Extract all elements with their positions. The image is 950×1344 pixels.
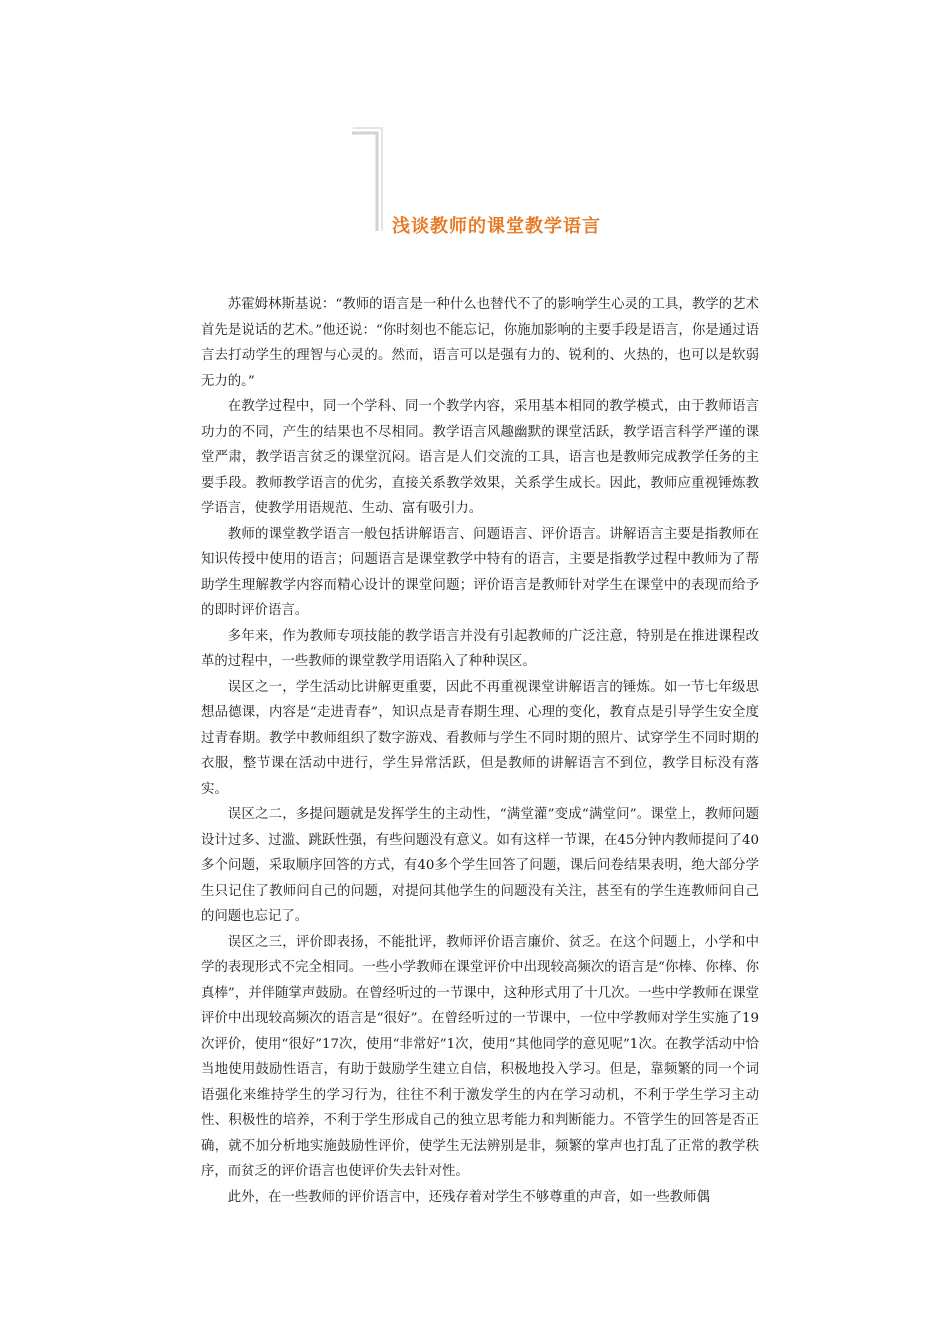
- paragraph: 教师的课堂教学语言一般包括讲解语言、问题语言、评价语言。讲解语言主要是指教师在知识传授中使用的语言；问题语言是课堂教学中特有的语言，主要是指教学过程中教师为了帮助学生理解教学内容而精心设计的课堂问题；评价语言是教师针对学生在课堂中的表现而给予的即时评价语言。: [201, 526, 759, 618]
- article-body: [201, 292, 759, 1210]
- paragraph: 误区之三，评价即表扬，不能批评，教师评价语言廉价、贫乏。在这个问题上，小学和中学的表现形式不完全相同。一些小学教师在课堂评价中出现较高频次的语言是“你棒、你棒、你真棒”，并伴随掌声鼓励。在曾经听过的一节课中，这种形式用了十几次。一些中学教师在课堂评价中出现较高频次的语言是“很好”。在曾经听过的一节课中，一位中学教师对学生实施了19次评价，使用“很好”17次，使用“非常好”1次，使用“其他同学的意见呢”1次。在教学活动中恰当地使用鼓励性语言，有助于鼓励学生建立自信，积极地投入学习。但是，靠频繁的同一个词语强化来维持学生的学习行为，往往不利于激发学生的内在学习动机，不利于学生学习主动性、积极性的培养，不利于学生形成自己的独立思考能力和判断能力。不管学生的回答是否正确，就不加分析地实施鼓励性评价，使学生无法辨别是非，频繁的掌声也打乱了正常的教学秩序，而贫乏的评价语言也使评价失去针对性。: [201, 934, 759, 1179]
- paragraph: 误区之二，多提问题就是发挥学生的主动性，“满堂灌”变成“满堂问”。课堂上，教师问题设计过多、过滥、跳跃性强，有些问题没有意义。如有这样一节课，在45分钟内教师提问了40多个问题，采取顺序回答的方式，有40多个学生回答了问题，课后问卷结果表明，绝大部分学生只记住了教师问自己的问题，对提问其他学生的问题没有关注，甚至有的学生连教师问自己的问题也忘记了。: [201, 807, 759, 924]
- paragraph: 此外，在一些教师的评价语言中，还残存着对学生不够尊重的声音，如一些教师偶: [227, 1189, 710, 1205]
- paragraph: 多年来，作为教师专项技能的教学语言并没有引起教师的广泛注意，特别是在推进课程改革的过程中，一些教师的课堂教学用语陷入了种种误区。: [201, 628, 759, 669]
- title-bracket-decoration: [352, 127, 392, 233]
- paragraph: 苏霍姆林斯基说：“教师的语言是一种什么也替代不了的影响学生心灵的工具，教学的艺术首先是说话的艺术。”他还说：“你时刻也不能忘记，你施加影响的主要手段是语言，你是通过语言去打动学生的理智与心灵的。然而，语言可以是强有力的、锐利的、火热的，也可以是软弱无力的。”: [201, 297, 759, 389]
- paragraph: 误区之一，学生活动比讲解更重要，因此不再重视课堂讲解语言的锤炼。如一节七年级思想品德课，内容是“走进青春”，知识点是青春期生理、心理的变化，教育点是引导学生安全度过青春期。教学中教师组织了数字游戏、看教师与学生不同时期的照片、试穿学生不同时期的衣服，整节课在活动中进行，学生异常活跃，但是教师的讲解语言不到位，教学目标没有落实。: [201, 679, 759, 797]
- article-title: 浅谈教师的课堂教学语言: [392, 216, 601, 237]
- paragraph: 在教学过程中，同一个学科、同一个教学内容，采用基本相同的教学模式，由于教师语言功力的不同，产生的结果也不尽相同。教学语言风趣幽默的课堂活跃，教学语言科学严谨的课堂严肃，教学语言贫乏的课堂沉闷。语言是人们交流的工具，语言也是教师完成教学任务的主要手段。教师教学语言的优劣，直接关系教学效果，关系学生成长。因此，教师应重视锤炼教学语言，使教学用语规范、生动、富有吸引力。: [201, 399, 759, 516]
